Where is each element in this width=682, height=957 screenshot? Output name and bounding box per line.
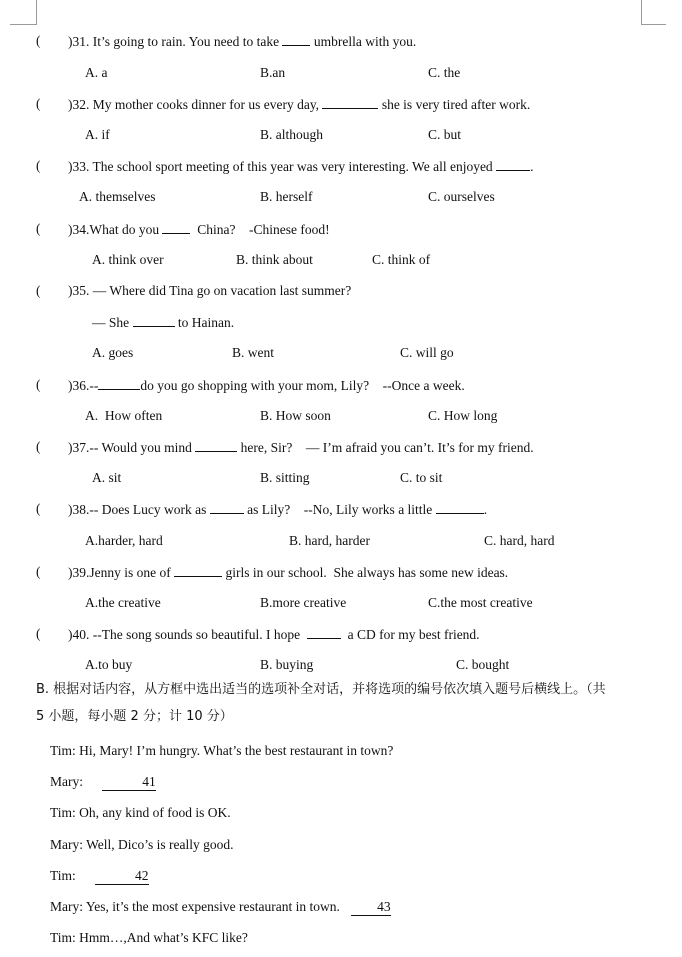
option-b: B. sitting <box>260 470 310 485</box>
answer-blank-43: 43 <box>351 899 391 916</box>
reply-text-end: to Hainan. <box>174 315 235 330</box>
option-c: C. ourselves <box>428 189 495 204</box>
option-b: B.more creative <box>260 595 347 610</box>
question-text: )39.Jenny is one of <box>68 565 175 580</box>
dialogue-line <box>50 899 391 916</box>
answer-blank <box>322 96 378 109</box>
page-corner-mark-top-right <box>641 0 666 25</box>
answer-blank-42: 42 <box>95 868 149 885</box>
option-a: A. sit <box>92 470 122 485</box>
option-b: B. although <box>260 127 323 142</box>
question-text: )34.What do you <box>68 222 163 237</box>
section-b-instructions: B. 根据对话内容，从方框中选出适当的选项补全对话，并将选项的编号依次填入题号后横线上。（共 <box>36 682 606 697</box>
question-text-end: China? -Chinese food! <box>190 222 330 237</box>
option-b: B. How soon <box>260 408 331 423</box>
answer-paren: ( <box>36 501 41 516</box>
option-b: B. herself <box>260 189 313 204</box>
answer-blank <box>133 314 175 327</box>
dialogue-line <box>50 774 156 791</box>
option-b: B. think about <box>236 252 313 267</box>
speaker-text: Mary: Yes, it’s the most expensive restaurant in town. <box>50 899 347 914</box>
question-text: )33. The school sport meeting of this year was very interesting. We all enjoyed <box>68 159 497 174</box>
option-b: B. buying <box>260 657 314 672</box>
option-a: A. if <box>85 127 110 142</box>
question-text: )37.-- Would you mind <box>68 440 196 455</box>
question-text: )38.-- Does Lucy work as <box>68 502 210 517</box>
option-a: A. a <box>85 65 108 80</box>
question-35-reply <box>92 314 234 331</box>
option-c: C. but <box>428 127 462 142</box>
answer-blank <box>98 377 140 390</box>
option-a: A.to buy <box>85 657 133 672</box>
option-b: B. went <box>232 345 274 360</box>
answer-paren: ( <box>36 96 41 111</box>
option-a: A.harder, hard <box>85 533 163 548</box>
option-c: C. How long <box>428 408 498 423</box>
question-text-end: a CD for my best friend. <box>340 627 480 642</box>
question-text-end: . <box>530 159 534 174</box>
option-b: B.an <box>260 65 286 80</box>
answer-paren: ( <box>36 377 41 392</box>
speaker-text: Tim: <box>50 868 83 883</box>
speaker-text: Mary: <box>50 774 90 789</box>
answer-paren: ( <box>36 221 41 236</box>
option-c: C. will go <box>400 345 454 360</box>
option-a: A. think over <box>92 252 164 267</box>
option-c: C. bought <box>456 657 510 672</box>
option-c: C.the most creative <box>428 595 533 610</box>
answer-blank <box>162 221 190 234</box>
option-a: A. goes <box>92 345 134 360</box>
option-c: C. the <box>428 65 461 80</box>
answer-blank <box>210 501 244 514</box>
dialogue-line: Tim: Oh, any kind of food is OK. <box>50 805 231 820</box>
reply-text: — She <box>92 315 133 330</box>
answer-blank <box>496 158 530 171</box>
answer-blank <box>307 626 341 639</box>
option-a: A. themselves <box>79 189 156 204</box>
option-c: C. to sit <box>400 470 443 485</box>
answer-paren: ( <box>36 158 41 173</box>
option-a: A.the creative <box>85 595 161 610</box>
question-text-end: girls in our school. She always has some new ideas. <box>222 565 509 580</box>
question-text-end: here, Sir? — I’m afraid you can’t. It’s for my friend. <box>237 440 534 455</box>
answer-blank <box>195 439 237 452</box>
question-text-end: she is very tired after work. <box>378 97 531 112</box>
answer-blank-41: 41 <box>102 774 156 791</box>
answer-paren: ( <box>36 564 41 579</box>
dialogue-line <box>50 868 149 885</box>
section-b-scoring: 5 小题，每小题 2 分；计 10 分） <box>36 709 233 724</box>
question-text-end: umbrella with you. <box>310 34 417 49</box>
option-c: C. think of <box>372 252 431 267</box>
page-corner-mark-top-left <box>10 0 37 25</box>
question-text: )40. --The song sounds so beautiful. I hope <box>68 627 307 642</box>
question-text: )31. It’s going to rain. You need to take <box>68 34 283 49</box>
dialogue-line: Mary: Well, Dico’s is really good. <box>50 837 234 852</box>
question-text: )32. My mother cooks dinner for us every day, <box>68 97 323 112</box>
answer-paren: ( <box>36 439 41 454</box>
question-text-mid: as Lily? --No, Lily works a little <box>243 502 436 517</box>
question-text-end: do you go shopping with your mom, Lily? --Once a week. <box>140 378 465 393</box>
answer-blank <box>174 564 222 577</box>
answer-paren: ( <box>36 626 41 641</box>
question-text: )36.-- <box>68 378 99 393</box>
dialogue-line: Tim: Hmm…,And what’s KFC like? <box>50 930 248 945</box>
answer-blank-2 <box>436 501 484 514</box>
option-a: A. How often <box>85 408 163 423</box>
dialogue-line: Tim: Hi, Mary! I’m hungry. What’s the best restaurant in town? <box>50 743 394 758</box>
answer-paren: ( <box>36 283 41 298</box>
question-text: )35. — Where did Tina go on vacation last summer? <box>68 283 352 298</box>
question-text-end: . <box>483 502 488 517</box>
option-c: C. hard, hard <box>484 533 555 548</box>
answer-blank <box>282 33 310 46</box>
answer-paren: ( <box>36 33 41 48</box>
option-b: B. hard, harder <box>289 533 370 548</box>
